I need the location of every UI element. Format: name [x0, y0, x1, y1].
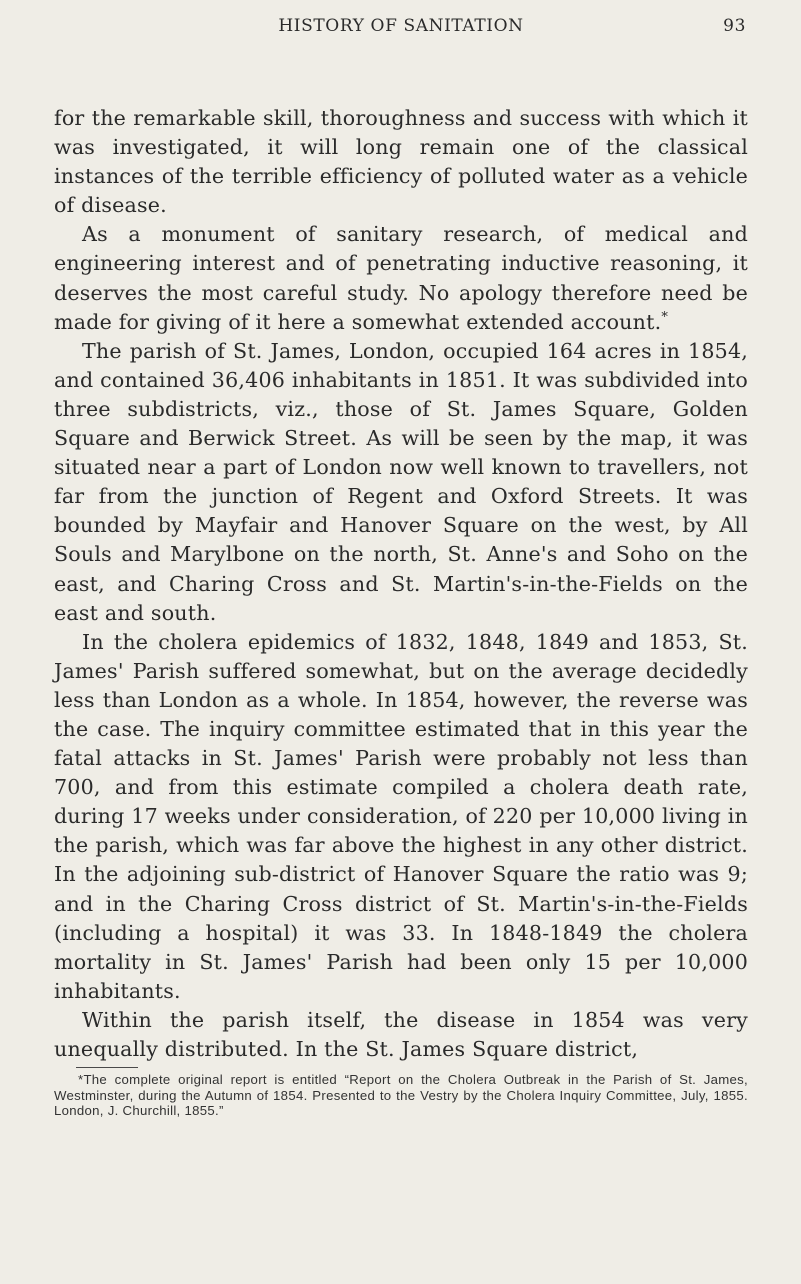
footnote-divider: [76, 1067, 138, 1068]
paragraph-distribution: [54, 1006, 748, 1064]
footnote-reference: *: [661, 309, 669, 325]
footnote: [54, 1072, 748, 1119]
footnote-text: The complete original report is entitled “Report on the Cholera Outbreak in the Parish of St. James, Westminster, during the Autumn of 1854. Presented to the Vestry by the Cholera Inquiry Committee, July, 1855. London, J. Churchill, 1855.”: [54, 1072, 748, 1119]
paragraph-monument: [54, 220, 748, 336]
paragraph-parish: [54, 337, 748, 628]
paragraph-epidemics: [54, 628, 748, 1006]
paragraph-text: In the cholera epidemics of 1832, 1848, 1849 and 1853, St. James' Parish suffered somewhat, but on the average decidedly less than London as a whole. In 1854, however, the reverse was the case. The inquiry committee estimated that in this year the fatal attacks in St. James' Parish were probably not less than 700, and from this estimate compiled a cholera death rate, during 17 weeks under consideration, of 220 per 10,000 living in the parish, which was far above the highest in any other district. In the adjoining sub-district of Hanover Square the ratio was 9; and in the Charing Cross district of St. Martin's-in-the-Fields (including a hospital) it was 33. In 1848-1849 the cholera mortality in St. James' Parish had been only 15 per 10,000 inhabitants.: [54, 629, 748, 1003]
paragraph-text: Within the parish itself, the disease in 1854 was very unequally distributed. In the St. James Square district,: [54, 1007, 748, 1061]
paragraph-continuation: [54, 104, 748, 220]
body-text: [54, 104, 748, 1064]
page-number: 93: [723, 16, 746, 36]
footnote-marker: *: [78, 1072, 84, 1088]
running-title: HISTORY OF SANITATION: [278, 16, 524, 36]
paragraph-text: As a monument of sanitary research, of medical and engineering interest and of penetrating inductive reasoning, it deserves the most careful study. No apology therefore need be made for giving of it here a somewhat extended account.: [54, 222, 748, 334]
running-header: [54, 16, 748, 48]
paragraph-text: The parish of St. James, London, occupied 164 acres in 1854, and contained 36,406 inhabitants in 1851. It was subdivided into three subdistricts, viz., those of St. James Square, Golden Square and Berwick Street. As will be seen by the map, it was situated near a part of London now well known to travellers, not far from the junction of Regent and Oxford Streets. It was bounded by Mayfair and Hanover Square on the west, by All Souls and Marylbone on the north, St. Anne's and Soho on the east, and Charing Cross and St. Martin's-in-the-Fields on the east and south.: [54, 338, 748, 625]
book-page: [54, 16, 748, 1119]
paragraph-text: for the remarkable skill, thoroughness and success with which it was investigated, it will long remain one of the classical instances of the terrible efficiency of polluted water as a vehicle of disease.: [54, 106, 748, 218]
